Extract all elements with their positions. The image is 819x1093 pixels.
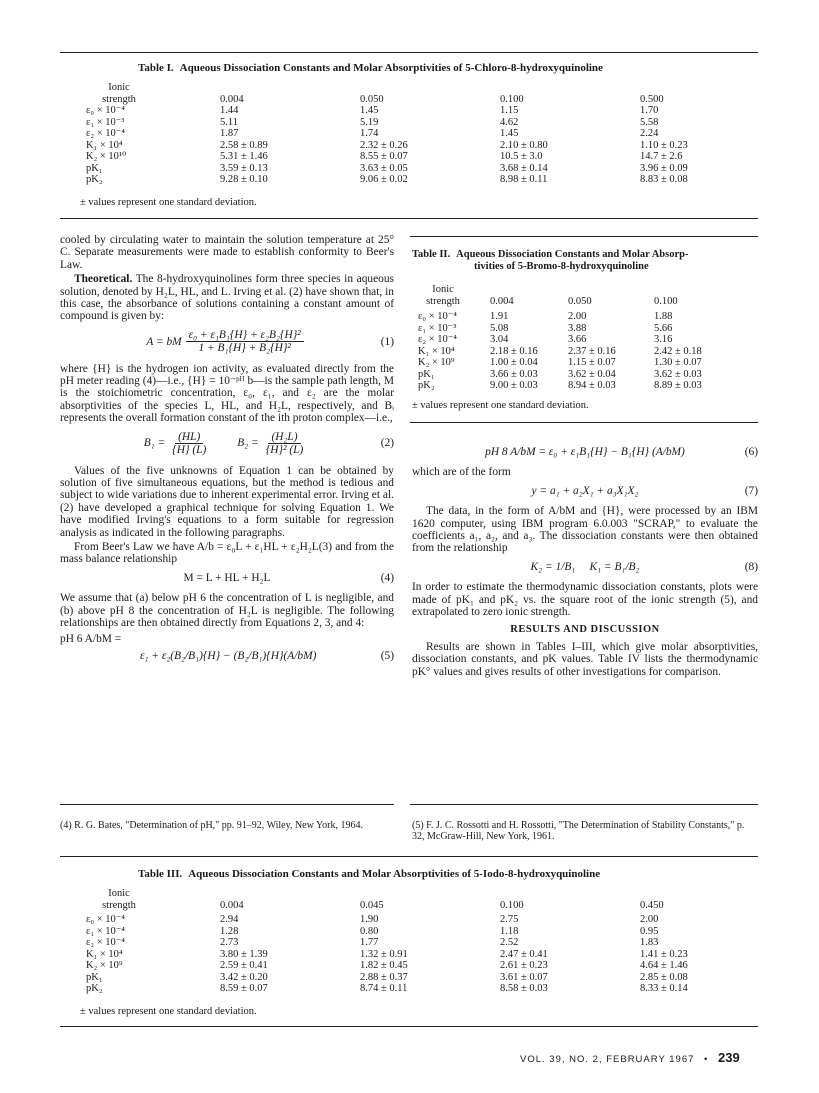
table3-cell: 1.77 bbox=[360, 937, 379, 948]
table1-cell: 3.59 ± 0.13 bbox=[220, 162, 268, 174]
table3-header-line1: Ionic bbox=[108, 888, 130, 899]
equation-2-b2-den: {H}² (L) bbox=[265, 444, 304, 457]
left-paragraph-2-text: The 8-hydroxyquinolines form three species in aqueous solution, denoted by H₂L, HL, and L. Irving et al. (2) have shown that, in this case, the absorbance of solutions containing a constant amount of compound is given by: bbox=[60, 273, 394, 323]
table3-cell: 8.33 ± 0.14 bbox=[640, 983, 688, 994]
table3-cell: 2.94 bbox=[220, 914, 239, 925]
table2-row bbox=[412, 334, 752, 346]
equation-1-lhs: A = bM bbox=[146, 335, 182, 348]
left-column bbox=[60, 234, 394, 670]
table1-cell: 1.10 ± 0.23 bbox=[640, 139, 688, 151]
table1-row bbox=[80, 174, 720, 186]
equation-1-denominator: 1 + B₁{H} + B₂{H}² bbox=[198, 342, 291, 355]
table3-row-label: K₂ × 10⁹ bbox=[86, 960, 123, 971]
table2 bbox=[412, 284, 752, 392]
equation-8 bbox=[412, 561, 758, 573]
equation-2-b1-den: {H} (L) bbox=[172, 444, 207, 457]
table3-cell: 1.28 bbox=[220, 925, 239, 937]
left-paragraph-4: Values of the five unknowns of Equation 1 can be obtained by solution of five simultaneous equations, but the method is tedious and subject to wide variations due to inherent experimental error. Irving et al. (2) have developed a graphical technique for solving Equation 1. We have modified Irving's equations to a form suitable for regression analysis as indicated in the following paragraphs. bbox=[60, 464, 394, 539]
table2-col-head: 0.100 bbox=[654, 295, 678, 307]
equation-4-body: M = L + HL + H₂L bbox=[183, 571, 271, 584]
table2-row bbox=[412, 323, 752, 335]
table1-cell: 2.32 ± 0.26 bbox=[360, 139, 408, 151]
table3-cell: 2.88 ± 0.37 bbox=[360, 971, 408, 983]
table2-cell: 8.94 ± 0.03 bbox=[568, 380, 616, 391]
table1-row-label: K₁ × 10⁴ bbox=[86, 139, 123, 151]
table1-cell: 10.5 ± 3.0 bbox=[500, 151, 543, 162]
table2-cell: 3.16 bbox=[654, 334, 673, 345]
equation-8-number: (8) bbox=[744, 560, 758, 573]
table3-row-label: K₁ × 10⁴ bbox=[86, 948, 123, 960]
equation-1-numerator: ε₀ + ε₁B₁{H} + ε₂B₂{H}² bbox=[186, 329, 304, 342]
table3-note: ± values represent one standard deviation. bbox=[80, 1006, 257, 1017]
right-paragraph-1: which are of the form bbox=[412, 466, 511, 479]
left-paragraph-2 bbox=[60, 273, 394, 323]
table2-top-rule bbox=[410, 236, 758, 237]
table1-row-label: ε₁ × 10⁻³ bbox=[86, 116, 125, 128]
table1-cell: 8.83 ± 0.08 bbox=[640, 174, 688, 185]
table1-row bbox=[80, 163, 720, 175]
table2-row-label: pK₂ bbox=[418, 380, 435, 391]
table1-cell: 2.24 bbox=[640, 128, 659, 139]
left-paragraph-6: We assume that (a) below pH 6 the concentration of L is negligible, and (b) above pH 8 the concentration of H₂L is negligible. The following relationships are then obtained directly from Equations 2, 3, and 4: bbox=[60, 592, 394, 629]
table3-col-head: 0.100 bbox=[500, 899, 524, 911]
left-footnote-rule bbox=[60, 804, 394, 805]
table1-cell: 1.15 bbox=[500, 105, 519, 116]
equation-2 bbox=[60, 431, 394, 457]
table3-header-line2: strength bbox=[102, 899, 136, 911]
table1-label: Table I. bbox=[138, 62, 174, 74]
table2-title-line2: tivities of 5-Bromo-8-hydroxyquinoline bbox=[474, 261, 649, 272]
footnote-4: (4) R. G. Bates, "Determination of pH," pp. 91–92, Wiley, New York, 1964. bbox=[60, 820, 364, 831]
table3-col-head: 0.045 bbox=[360, 899, 384, 911]
equation-5-lhs: pH 6 A/bM = bbox=[60, 633, 122, 646]
table1-cell: 14.7 ± 2.6 bbox=[640, 151, 683, 162]
equation-6-body: pH 8 A/bM = ε₀ + ε₁B₁{H} − B₁{H} (A/bM) bbox=[485, 446, 685, 458]
table1-header-line1: Ionic bbox=[108, 82, 130, 93]
equation-8-body: K₂ = 1/B₁ K₁ = B₁/B₂ bbox=[530, 560, 640, 573]
table1-bottom-rule bbox=[60, 218, 758, 219]
table3-top-rule bbox=[60, 856, 758, 857]
table3-row bbox=[80, 926, 720, 938]
table2-row bbox=[412, 346, 752, 358]
table1-cell: 3.96 ± 0.09 bbox=[640, 162, 688, 174]
equation-7-number: (7) bbox=[744, 484, 758, 497]
table3-cell: 4.64 ± 1.46 bbox=[640, 960, 688, 971]
table3-cell: 2.85 ± 0.08 bbox=[640, 971, 688, 983]
table3-cell: 1.90 bbox=[360, 914, 379, 925]
equation-6-number: (6) bbox=[744, 446, 758, 458]
table1-cell: 2.10 ± 0.80 bbox=[500, 139, 548, 151]
table1-cell: 2.58 ± 0.89 bbox=[220, 139, 268, 151]
table2-cell: 9.00 ± 0.03 bbox=[490, 380, 538, 391]
table3-cell: 2.75 bbox=[500, 914, 519, 925]
table3-cell: 2.73 bbox=[220, 937, 239, 948]
table1-cell: 1.45 bbox=[500, 128, 519, 139]
table1-cell: 8.55 ± 0.07 bbox=[360, 151, 408, 162]
table2-col-head: 0.050 bbox=[568, 295, 592, 307]
table3-row bbox=[80, 983, 720, 995]
table3-cell: 3.61 ± 0.07 bbox=[500, 971, 548, 983]
table3-row-label: ε₂ × 10⁻⁴ bbox=[86, 937, 125, 948]
equation-1 bbox=[60, 329, 394, 355]
table2-cell: 3.66 bbox=[568, 334, 587, 345]
table1-row-label: pK₂ bbox=[86, 174, 103, 185]
footnote-5: (5) F. J. C. Rossotti and H. Rossotti, "The Determination of Stability Constants," p. 32, McGraw-Hill, New York, 1961. bbox=[412, 820, 745, 842]
table1-row-label: pK₁ bbox=[86, 162, 103, 174]
table2-cell: 5.08 bbox=[490, 322, 509, 334]
equation-5-rhs: ε₁ + ε₂(B₂/B₁){H} − (B₂/B₁){H}(A/bM) bbox=[140, 649, 317, 662]
table3-cell: 2.00 bbox=[640, 914, 659, 925]
table1-cell: 1.74 bbox=[360, 128, 379, 139]
table3-label: Table III. bbox=[138, 868, 183, 880]
equation-2-number: (2) bbox=[380, 437, 394, 450]
table3-cell: 1.18 bbox=[500, 925, 519, 937]
table3-cell: 8.74 ± 0.11 bbox=[360, 983, 408, 994]
table1-cell: 1.45 bbox=[360, 105, 379, 116]
table2-row bbox=[412, 380, 752, 392]
table3-row-label: pK₂ bbox=[86, 983, 103, 994]
table2-row bbox=[412, 311, 752, 323]
table2-col-head: 0.004 bbox=[490, 295, 514, 307]
table3-row bbox=[80, 972, 720, 984]
journal-citation: VOL. 39, NO. 2, FEBRUARY 1967 bbox=[520, 1054, 695, 1065]
table2-cell: 3.66 ± 0.03 bbox=[490, 368, 538, 380]
equation-2-b2-num: (H₂L) bbox=[268, 431, 300, 444]
equation-2-b2-fraction bbox=[263, 431, 307, 457]
table1-cell: 8.98 ± 0.11 bbox=[500, 174, 548, 185]
right-column bbox=[412, 446, 758, 680]
table3-col-head: 0.004 bbox=[220, 899, 244, 911]
table3-row-label: ε₀ × 10⁻⁴ bbox=[86, 914, 125, 925]
table1-row-label: ε₀ × 10⁻⁴ bbox=[86, 105, 125, 116]
table3-cell: 2.61 ± 0.23 bbox=[500, 960, 548, 971]
right-paragraph-3: In order to estimate the thermodynamic dissociation constants, plots were made of pK₁ and pK₂ vs. the square root of the ionic strength (5), and extrapolated to zero ionic strength. bbox=[412, 581, 758, 619]
table1-col-head: 0.500 bbox=[640, 93, 664, 105]
table2-header-line2: strength bbox=[426, 295, 460, 307]
table3-row-label: ε₁ × 10⁻⁴ bbox=[86, 925, 125, 937]
table3-cell: 2.52 bbox=[500, 937, 519, 948]
table1-row bbox=[80, 151, 720, 163]
table1-cell: 3.68 ± 0.14 bbox=[500, 162, 548, 174]
equation-2-b1-fraction bbox=[169, 431, 209, 457]
table1-cell: 1.87 bbox=[220, 128, 239, 139]
table1-caption bbox=[138, 62, 603, 74]
table3-row bbox=[80, 937, 720, 949]
table2-cell: 3.88 bbox=[568, 322, 587, 334]
table2-cell: 1.88 bbox=[654, 311, 673, 322]
table3-bottom-rule bbox=[60, 1026, 758, 1027]
table3 bbox=[80, 888, 720, 995]
table2-cell: 3.62 ± 0.04 bbox=[568, 368, 616, 380]
table1-cell: 5.11 bbox=[220, 116, 238, 128]
table2-cell: 3.04 bbox=[490, 334, 509, 345]
table2-cell: 8.89 ± 0.03 bbox=[654, 380, 702, 391]
table3-row bbox=[80, 914, 720, 926]
table1-cell: 9.28 ± 0.10 bbox=[220, 174, 268, 185]
table3-col-head: 0.450 bbox=[640, 899, 664, 911]
equation-2-b1: B₁ = bbox=[143, 437, 166, 450]
table3-cell: 2.59 ± 0.41 bbox=[220, 960, 268, 971]
table3-cell: 0.80 bbox=[360, 925, 379, 937]
table1-col-head: 0.004 bbox=[220, 93, 244, 105]
table2-row bbox=[412, 369, 752, 381]
table2-cell: 2.00 bbox=[568, 311, 587, 322]
table2-bottom-rule bbox=[410, 422, 758, 423]
table2-title-line1: Aqueous Dissociation Constants and Molar Absorp- bbox=[456, 249, 689, 260]
table2-cell: 2.37 ± 0.16 bbox=[568, 345, 616, 357]
results-heading: RESULTS AND DISCUSSION bbox=[510, 624, 660, 636]
table1-cell: 1.44 bbox=[220, 105, 239, 116]
table3-cell: 1.41 ± 0.23 bbox=[640, 948, 688, 960]
table3-cell: 3.80 ± 1.39 bbox=[220, 948, 268, 960]
table1-cell: 9.06 ± 0.02 bbox=[360, 174, 408, 185]
table1-row bbox=[80, 140, 720, 152]
table2-header-line1: Ionic bbox=[432, 284, 454, 295]
table1 bbox=[80, 82, 720, 186]
table1-cell: 1.70 bbox=[640, 105, 659, 116]
table2-cell: 1.15 ± 0.07 bbox=[568, 357, 616, 368]
table1-row-label: ε₂ × 10⁻⁴ bbox=[86, 128, 125, 139]
table1-cell: 5.31 ± 1.46 bbox=[220, 151, 268, 162]
table3-cell: 2.47 ± 0.41 bbox=[500, 948, 548, 960]
table2-row-label: ε₁ × 10⁻³ bbox=[418, 322, 457, 334]
table3-row bbox=[80, 960, 720, 972]
table1-row bbox=[80, 105, 720, 117]
table3-cell: 0.95 bbox=[640, 925, 659, 937]
table2-cell: 5.66 bbox=[654, 322, 673, 334]
table2-row-label: K₂ × 10⁹ bbox=[418, 357, 455, 368]
table1-row-label: K₂ × 10¹⁰ bbox=[86, 151, 127, 162]
table3-cell: 1.32 ± 0.91 bbox=[360, 948, 408, 960]
table3-cell: 8.58 ± 0.03 bbox=[500, 983, 548, 994]
table2-note: ± values represent one standard deviation. bbox=[412, 400, 589, 411]
table2-row-label: ε₂ × 10⁻⁴ bbox=[418, 334, 457, 345]
equation-5-number: (5) bbox=[380, 649, 394, 662]
section-heading-theoretical: Theoretical. bbox=[74, 273, 133, 286]
equation-7-body: y = a₁ + a₂X₁ + a₃X₁X₂ bbox=[531, 484, 639, 497]
table1-cell: 5.19 bbox=[360, 116, 379, 128]
table3-caption bbox=[138, 868, 600, 880]
top-rule bbox=[60, 52, 758, 53]
right-paragraph-4: Results are shown in Tables I–III, which give molar absorptivities, dissociation constants, and pK values. Table IV lists the thermodynamic pK° values and gives results of other investigations for comparison. bbox=[412, 640, 758, 678]
table3-cell: 1.82 ± 0.45 bbox=[360, 960, 408, 971]
right-paragraph-2: The data, in the form of A/bM and {H}, were processed by an IBM 1620 computer, using IBM program 6.0.003 "SCRAP," to evaluate the coefficients a₁, a₂, and a₃. The dissociation constants were then obtained from the relationship bbox=[412, 505, 758, 555]
table3-title: Aqueous Dissociation Constants and Molar Absorptivities of 5-Iodo-8-hydroxyquinoline bbox=[188, 868, 601, 880]
table1-row bbox=[80, 128, 720, 140]
table2-row-label: K₁ × 10⁴ bbox=[418, 345, 455, 357]
left-paragraph-3: where {H} is the hydrogen ion activity, as evaluated directly from the pH meter reading (4)—i.e., {H} = 10⁻ᵖᴴ b—is the sample path length, M is the stoichiometric concentration, ε₀, ε₁, and ε₂ are the molar absorptivities of the species L, HL, and H₂L, respectively, and Bᵢ represents the overall formation constant of the ith proton complex—i.e., bbox=[60, 362, 394, 425]
equation-5 bbox=[60, 650, 394, 662]
table1-cell: 3.63 ± 0.05 bbox=[360, 162, 408, 174]
table2-row-label: ε₀ × 10⁻⁴ bbox=[418, 311, 457, 322]
table3-cell: 3.42 ± 0.20 bbox=[220, 971, 268, 983]
table1-col-head: 0.050 bbox=[360, 93, 384, 105]
equation-6 bbox=[412, 446, 758, 458]
table3-cell: 1.83 bbox=[640, 937, 659, 948]
table1-col-head: 0.100 bbox=[500, 93, 524, 105]
equation-4-number: (4) bbox=[380, 571, 394, 584]
table2-row bbox=[412, 357, 752, 369]
right-footnote-rule bbox=[410, 804, 758, 805]
table2-cell: 1.30 ± 0.07 bbox=[654, 357, 702, 368]
left-paragraph-5: From Beer's Law we have A/b = ε₀L + ε₁HL + ε₂H₂L(3) and from the mass balance relationship bbox=[60, 540, 394, 566]
table1-header-line2: strength bbox=[102, 93, 136, 105]
equation-1-fraction bbox=[186, 329, 304, 355]
table3-row-label: pK₁ bbox=[86, 971, 103, 983]
table2-row-label: pK₁ bbox=[418, 368, 435, 380]
footer-bullet: • bbox=[704, 1054, 709, 1065]
table1-title: Aqueous Dissociation Constants and Molar Absorptivities of 5-Chloro-8-hydroxyquinoline bbox=[179, 62, 603, 74]
table2-caption bbox=[412, 249, 688, 273]
page-number: 239 bbox=[718, 1050, 740, 1065]
page-footer bbox=[520, 1050, 740, 1065]
table1-cell: 5.58 bbox=[640, 116, 659, 128]
table3-cell: 8.59 ± 0.07 bbox=[220, 983, 268, 994]
equation-7 bbox=[412, 485, 758, 497]
table2-cell: 2.18 ± 0.16 bbox=[490, 345, 538, 357]
table2-cell: 3.62 ± 0.03 bbox=[654, 368, 702, 380]
table1-cell: 4.62 bbox=[500, 116, 519, 128]
table2-cell: 1.00 ± 0.04 bbox=[490, 357, 538, 368]
table1-row bbox=[80, 117, 720, 129]
equation-2-b1-num: (HL) bbox=[175, 431, 203, 444]
table2-cell: 2.42 ± 0.18 bbox=[654, 345, 702, 357]
table3-row bbox=[80, 949, 720, 961]
equation-1-number: (1) bbox=[380, 335, 394, 348]
equation-4 bbox=[60, 572, 394, 584]
table1-note: ± values represent one standard deviation. bbox=[80, 197, 257, 208]
left-paragraph-1: cooled by circulating water to maintain the solution temperature at 25° C. Separate measurements were made to establish conformity to Beer's Law. bbox=[60, 234, 394, 271]
equation-2-b2: B₂ = bbox=[237, 437, 259, 450]
table2-cell: 1.91 bbox=[490, 311, 509, 322]
table2-label: Table II. bbox=[412, 249, 451, 260]
